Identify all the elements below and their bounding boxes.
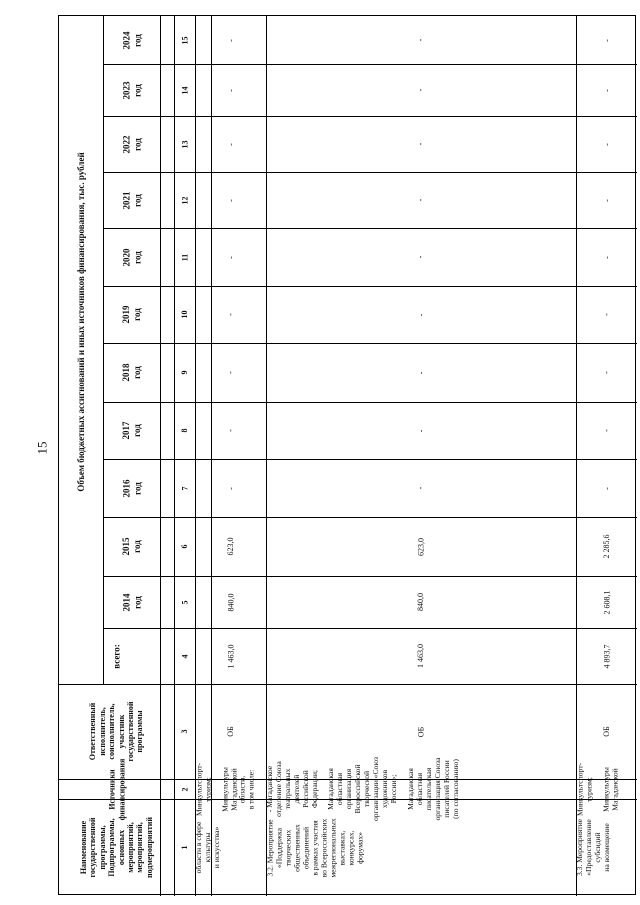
cell-text-line: 2017 <box>120 421 131 440</box>
cell-text-line: 5 <box>179 600 189 604</box>
cell-text-line: областная <box>335 772 345 806</box>
cell-text-line: соисполнитель, <box>107 703 117 760</box>
row3-value-2024 <box>576 16 637 64</box>
row1-value-2022 <box>195 116 266 172</box>
col-number-11 <box>174 228 195 286</box>
cell-text-line: писателей России <box>441 760 451 818</box>
cell-text-line: 9 <box>179 370 189 375</box>
cell-text-line: - <box>601 198 611 202</box>
cell-text-line: - <box>416 142 426 146</box>
cell-text-line: ОБ <box>601 726 611 737</box>
row1-value-2016 <box>195 459 266 517</box>
cell-text-line: год <box>131 595 142 609</box>
cell-text-line: Магаданская <box>405 768 415 810</box>
cell-text-line: - <box>601 88 611 92</box>
cell-text-line: Минкультуры <box>600 766 610 812</box>
year-header-2024 <box>103 16 160 64</box>
cell-text-line: - <box>416 371 426 374</box>
cell-text-line: - <box>416 313 426 316</box>
cell-text-line: Федерации; <box>309 770 319 808</box>
year-header-2018 <box>103 343 160 402</box>
cell-text-line: исполнитель, <box>97 707 107 756</box>
cell-text-line: программы <box>135 710 145 753</box>
row1-source <box>195 684 266 779</box>
row2-value-2020 <box>266 228 576 286</box>
col-number-13 <box>174 116 195 172</box>
cell-text-line: 2021 <box>120 191 131 209</box>
row3-value-2014 <box>576 576 637 628</box>
cell-text-line: 1 463,0 <box>225 644 235 668</box>
cell-text-line: 3.2. Мероприятие <box>265 818 274 877</box>
cell-text-line: выставках, <box>336 829 346 866</box>
cell-text-line: организация <box>344 768 354 810</box>
total-header <box>59 628 174 684</box>
cell-text-line: форумах» <box>354 831 364 864</box>
row2-source <box>266 684 576 779</box>
cell-text-line: конкурсах, <box>345 830 355 865</box>
cell-text-line: 4 <box>179 654 189 658</box>
cell-text-line: - <box>225 255 235 259</box>
cell-text-line: 15 <box>179 36 189 44</box>
cell-text-line: 8 <box>179 428 189 433</box>
row1-value-2023 <box>195 64 266 116</box>
name-header <box>59 799 174 896</box>
row3-value-2022 <box>576 116 637 172</box>
cell-text-line: туризм; <box>202 776 212 802</box>
year-header-2020 <box>103 228 160 286</box>
cell-text-line: России»; <box>389 774 399 804</box>
cell-text-line: 2 285,6 <box>601 534 611 559</box>
cell-text-line: 6 <box>179 544 189 549</box>
row2-value-2019 <box>266 286 576 343</box>
source-header <box>59 758 174 820</box>
cell-text-line: Магаданская <box>326 768 336 810</box>
row3-value-2017 <box>576 402 637 459</box>
cell-text-line: во Всероссийских <box>318 818 328 877</box>
cell-text-line: объединений <box>300 826 310 869</box>
col-number-3 <box>174 684 195 779</box>
row3-value-2018 <box>576 343 637 402</box>
col-number-14 <box>174 64 195 116</box>
cell-text-line: год <box>131 366 142 379</box>
cell-text-line: год <box>131 540 142 553</box>
cell-text-line: - <box>225 371 235 374</box>
cell-text-line: Всероссийской <box>353 764 363 814</box>
page-number: 15 <box>34 441 50 455</box>
col-number-5 <box>174 576 195 628</box>
cell-text-line: творческой <box>362 770 372 808</box>
row3-value-2023 <box>576 64 637 116</box>
cell-text-line: Минкультспорт- <box>575 762 584 816</box>
cell-text-line: - <box>416 255 426 259</box>
cell-text-line: в рамках участия <box>309 819 319 876</box>
cell-text-line: - <box>601 371 611 374</box>
cell-text-line: 2014 <box>120 593 131 611</box>
year-header-2021 <box>103 172 160 228</box>
cell-text-line: - <box>601 429 611 432</box>
year-header-2019 <box>103 286 160 343</box>
cell-text-line: Магаданской <box>228 767 238 811</box>
cell-text-line: Магаданской <box>609 767 619 811</box>
row1-value-2020 <box>195 228 266 286</box>
cell-text-line: культуры <box>202 832 212 863</box>
cell-text-line: - <box>225 198 235 202</box>
cell-text-line: - <box>601 313 611 316</box>
row2-value-2018 <box>266 343 576 402</box>
cell-text-line: государственной <box>88 817 98 878</box>
cell-text-line: мероприятий, <box>135 822 145 873</box>
cell-text-line: год <box>131 308 142 321</box>
cell-text-line: - <box>225 313 235 316</box>
cell-text-line: 2 608,1 <box>601 590 611 614</box>
row3-value-2016 <box>576 459 637 517</box>
col-number-4 <box>174 628 195 684</box>
cell-text-line: - <box>601 255 611 259</box>
cell-text-line: 1 <box>179 845 189 850</box>
cell-text-line: год <box>131 83 142 97</box>
cell-text-line: Подпрограммы, <box>107 818 117 877</box>
cell-text-line: 2023 <box>120 81 131 99</box>
cell-text-line: - <box>601 142 611 146</box>
cell-text-line: год <box>131 424 142 437</box>
cell-text-line: 2016 <box>120 479 131 497</box>
cell-text-line: 623,0 <box>416 537 426 556</box>
cell-text-line: 2018 <box>120 363 131 382</box>
cell-text-line: год <box>131 137 142 151</box>
col-number-15 <box>174 16 195 64</box>
cell-text-line: год <box>131 250 142 264</box>
cell-text-line: организация Союза <box>432 757 442 821</box>
row2-value-2015 <box>266 517 576 576</box>
cell-text-line: на возмещение <box>601 823 611 872</box>
cell-text-line: 2024 <box>120 31 131 49</box>
cell-text-line: общественных <box>291 823 301 872</box>
cell-text-line: 2022 <box>120 135 131 153</box>
cell-text-line: финансирования <box>116 758 126 820</box>
cell-text-line: писательская <box>423 767 433 811</box>
cell-text-line: - <box>416 429 426 432</box>
cell-text-line: участник <box>116 714 126 749</box>
cell-text-line: 3.3. Мероприятие <box>575 818 584 877</box>
row2-value-2021 <box>266 172 576 228</box>
row2-value-2016 <box>266 459 576 517</box>
cell-text-line: деятелей <box>291 774 301 804</box>
row3-source <box>576 684 637 779</box>
cell-text-line: основных <box>116 829 126 866</box>
row3-total <box>576 628 637 684</box>
row2-value-2017 <box>266 402 576 459</box>
cell-text-line: 2020 <box>120 248 131 266</box>
row2-value-2014 <box>266 576 576 628</box>
cell-text-line: 13 <box>179 140 189 148</box>
cell-text-line: туризм; <box>583 776 593 802</box>
cell-text-line: - <box>416 38 426 42</box>
cell-text-line: - <box>225 142 235 146</box>
cell-text-line: «Предоставление <box>583 819 593 876</box>
row1-value-2015 <box>195 517 266 576</box>
row2-responsible <box>265 757 576 821</box>
cell-text-line: субсидий <box>592 832 602 863</box>
cell-text-line: отделение Союза <box>273 761 283 817</box>
cell-text-line: - Магаданское <box>265 765 274 813</box>
cell-text-line: - <box>225 429 235 432</box>
cell-text-line: «Поддержка <box>273 827 283 868</box>
col-number-9 <box>174 343 195 402</box>
cell-text-line: 11 <box>179 253 189 261</box>
cell-text-line: Российской <box>300 770 310 808</box>
col-number-10 <box>174 286 195 343</box>
row2-name <box>266 799 576 896</box>
responsible-header <box>59 684 174 779</box>
cell-text-line: 10 <box>179 310 189 319</box>
col-number-12 <box>174 172 195 228</box>
cell-text-line: Наименование <box>78 820 88 875</box>
cell-text-line: организации «Союз <box>371 757 381 821</box>
cell-text-line: 2019 <box>120 305 131 324</box>
year-header-2023 <box>103 64 160 116</box>
cell-text-line: подмероприятий <box>144 816 154 879</box>
row2-total <box>266 628 576 684</box>
cell-text-line: всего: <box>111 643 122 669</box>
row1-value-2019 <box>195 286 266 343</box>
cell-text-line: в том числе: <box>246 769 256 809</box>
cell-text-line: творческих <box>282 829 292 866</box>
row1-responsible <box>194 762 266 816</box>
row3-value-2020 <box>576 228 637 286</box>
row3-value-2015 <box>576 517 637 576</box>
cell-text-line: - <box>416 198 426 202</box>
cell-text-line: межрегиональных <box>327 817 337 878</box>
cell-text-line: Минкультуры <box>219 766 229 812</box>
cell-text-line: областная <box>414 772 424 806</box>
col-number-1 <box>174 799 195 896</box>
cell-text-line: 840,0 <box>416 593 426 611</box>
cell-text-line: 12 <box>179 196 189 204</box>
row2-value-2022 <box>266 116 576 172</box>
cell-text-line: 7 <box>179 486 189 490</box>
row3-value-2019 <box>576 286 637 343</box>
row1-value-2014 <box>195 576 266 628</box>
row1-name <box>195 799 266 896</box>
col-number-6 <box>174 517 195 576</box>
cell-text-line: театральных <box>282 768 292 810</box>
cell-text-line: - <box>601 38 611 42</box>
row2-value-2024 <box>266 16 576 64</box>
row1-total <box>195 628 266 684</box>
cell-text-line: программы, <box>97 825 107 870</box>
cell-text-line: (по согласованию) <box>450 759 460 819</box>
cell-text-line: государственной <box>125 701 135 762</box>
cell-text-line: - <box>601 486 611 490</box>
row1-value-2018 <box>195 343 266 402</box>
cell-text-line: 3 <box>179 729 189 734</box>
cell-text-line: 2015 <box>120 537 131 556</box>
cell-text-line: Источники <box>107 768 117 810</box>
cell-text-line: год <box>131 33 142 47</box>
year-header-2022 <box>103 116 160 172</box>
volume-title <box>59 16 103 628</box>
cell-text-line: 14 <box>179 86 189 94</box>
row3-value-2021 <box>576 172 637 228</box>
cell-text-line: 623,0 <box>225 537 235 556</box>
col-number-2 <box>174 779 195 799</box>
cell-text-line: 2 <box>179 787 189 791</box>
cell-text-line: - <box>416 88 426 92</box>
cell-text-line: Объем бюджетных ассигнований и иных источников финансирования, тыс. рублей <box>75 152 86 492</box>
row1-value-2017 <box>195 402 266 459</box>
cell-text-line: - <box>225 38 235 42</box>
col-number-7 <box>174 459 195 517</box>
row2-value-2023 <box>266 64 576 116</box>
cell-text-line: и искусства» <box>211 826 221 869</box>
cell-text-line: 1 463,0 <box>416 644 426 668</box>
cell-text-line: - <box>225 486 235 490</box>
year-header-2017 <box>103 402 160 459</box>
cell-text-line: мероприятий, <box>125 822 135 873</box>
row3-responsible <box>575 762 637 816</box>
financing-table <box>58 15 636 895</box>
cell-text-line: областн в сфере <box>194 821 203 874</box>
cell-text-line: 4 893,7 <box>601 644 611 668</box>
year-header-2014 <box>103 576 160 628</box>
cell-text-line: ОБ <box>416 726 426 737</box>
cell-text-line: - <box>225 88 235 92</box>
cell-text-line: год <box>131 193 142 207</box>
cell-text-line: области, <box>237 775 247 803</box>
row1-value-2024 <box>195 16 266 64</box>
year-header-2015 <box>103 517 160 576</box>
cell-text-line: ОБ <box>225 726 235 737</box>
cell-text-line: - <box>416 486 426 490</box>
cell-text-line: Минкультспорт- <box>194 762 203 816</box>
cell-text-line: год <box>131 481 142 495</box>
cell-text-line: художников <box>380 769 390 809</box>
cell-text-line: 840,0 <box>225 593 235 611</box>
year-header-2016 <box>103 459 160 517</box>
col-number-8 <box>174 402 195 459</box>
cell-text-line: Ответственный <box>88 702 98 761</box>
row1-value-2021 <box>195 172 266 228</box>
